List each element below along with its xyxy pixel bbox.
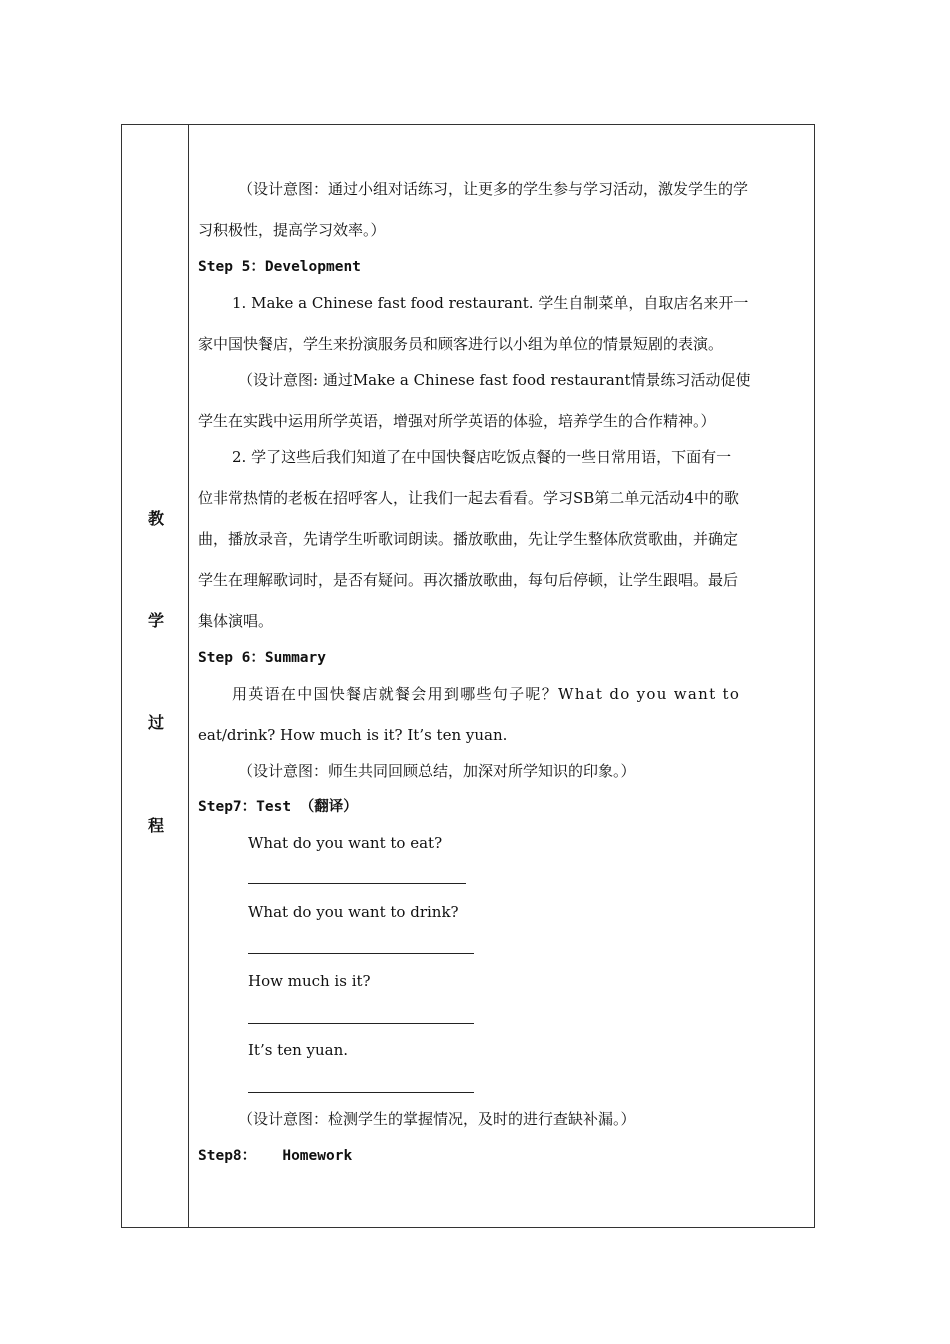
answer-line-4: [248, 1092, 474, 1093]
activity-1-line-1: 1. Make a Chinese fast food restaurant. 学生自制菜单，自取店名来开一: [232, 294, 749, 312]
activity-1-line-2: 家中国快餐店，学生来扮演服务员和顾客进行以小组为单位的情景短剧的表演。: [198, 335, 724, 353]
activity-2-line-5: 集体演唱。: [198, 612, 274, 630]
side-label-char-3: 过: [147, 713, 164, 732]
activity-2-line-1: 2. 学了这些后我们知道了在中国快餐店吃饭点餐的一些日常用语，下面有一: [232, 448, 732, 466]
summary-line-1: 用英语在中国快餐店就餐会用到哪些句子呢？What do you want to: [232, 685, 741, 703]
step-7-heading: Step7：Test （翻译）: [198, 799, 358, 815]
activity-2-line-2: 位非常热情的老板在招呼客人，让我们一起去看看。学习SB第二单元活动4中的歌: [198, 489, 739, 507]
answer-line-2: [248, 953, 474, 954]
design-intent-3: （设计意图：师生共同回顾总结，加深对所学知识的印象。）: [238, 762, 636, 780]
column-divider: [188, 124, 189, 1228]
design-intent-2-line-2: 学生在实践中运用所学英语，增强对所学英语的体验，培养学生的合作精神。）: [198, 412, 716, 430]
activity-2-line-4: 学生在理解歌词时，是否有疑问。再次播放歌曲，每句后停顿，让学生跟唱。最后: [198, 571, 739, 589]
test-question-4: It’s ten yuan.: [248, 1041, 349, 1059]
answer-line-1: [248, 883, 466, 884]
design-intent-1-line-2: 习积极性，提高学习效率。）: [198, 221, 386, 239]
step-8-heading: Step8： Homework: [198, 1148, 353, 1164]
activity-2-line-3: 曲，播放录音，先请学生听歌词朗读。播放歌曲，先让学生整体欣赏歌曲，并确定: [198, 530, 739, 548]
test-question-1: What do you want to eat?: [248, 834, 443, 852]
summary-line-2: eat/drink? How much is it? It’s ten yuan.: [198, 726, 508, 744]
design-intent-1-line-1: （设计意图：通过小组对话练习，让更多的学生参与学习活动，激发学生的学: [238, 180, 749, 198]
test-question-2: What do you want to drink?: [248, 903, 459, 921]
step-6-heading: Step 6：Summary: [198, 650, 326, 666]
answer-line-3: [248, 1023, 474, 1024]
side-label-char-1: 教: [147, 509, 164, 528]
side-label-char-4: 程: [147, 816, 164, 835]
design-intent-4: （设计意图：检测学生的掌握情况，及时的进行查缺补漏。）: [238, 1110, 636, 1128]
step-5-heading: Step 5：Development: [198, 259, 361, 275]
test-question-3: How much is it?: [248, 972, 371, 990]
table-frame: [121, 124, 815, 1228]
design-intent-2-line-1: （设计意图: 通过Make a Chinese fast food restaurant情景练习活动促使: [238, 371, 751, 389]
side-label-char-2: 学: [147, 611, 164, 630]
